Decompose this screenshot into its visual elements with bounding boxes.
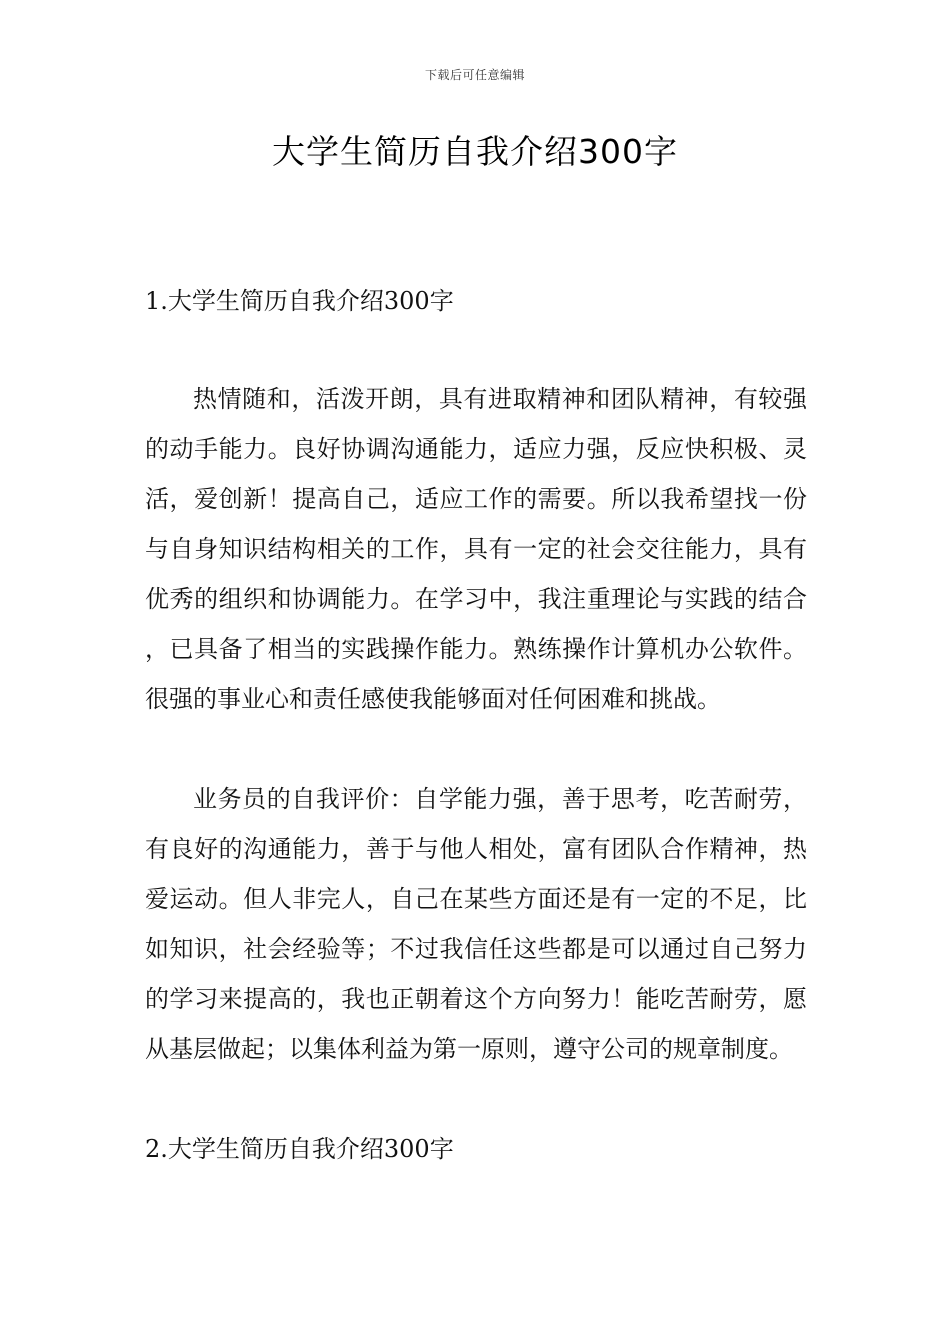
- paragraph-text: 热情随和，活泼开朗，具有进取精神和团队精神，有较强的动手能力。良好协调沟通能力，适应力强，反应快积极、灵活，爱创新！提高自己，适应工作的需要。所以我希望找一份与自身知识结构相关的工作，具有一定的社会交往能力，具有优秀的组织和协调能力。在学习中，我注重理论与实践的结合，已具备了相当的实践操作能力。熟练操作计算机办公软件。很强的事业心和责任感使我能够面对任何困难和挑战。: [145, 385, 807, 713]
- document-title: 大学生简历自我介绍300字: [272, 132, 678, 171]
- section-heading-1: [145, 276, 807, 326]
- header-note: 下载后可任意编辑: [424, 68, 525, 82]
- section-heading-2: [145, 1124, 807, 1174]
- paragraph-1: [145, 374, 807, 724]
- section-heading-text: 2.大学生简历自我介绍300字: [145, 1135, 454, 1163]
- paragraph-2: [145, 774, 807, 1074]
- section-heading-text: 1.大学生简历自我介绍300字: [145, 287, 454, 315]
- paragraph-text: 业务员的自我评价：自学能力强，善于思考，吃苦耐劳，有良好的沟通能力，善于与他人相处，富有团队合作精神，热爱运动。但人非完人，自己在某些方面还是有一定的不足，比如知识，社会经验等；不过我信任这些都是可以通过自己努力的学习来提高的，我也正朝着这个方向努力！能吃苦耐劳，愿从基层做起；以集体利益为第一原则，遵守公司的规章制度。: [145, 785, 807, 1063]
